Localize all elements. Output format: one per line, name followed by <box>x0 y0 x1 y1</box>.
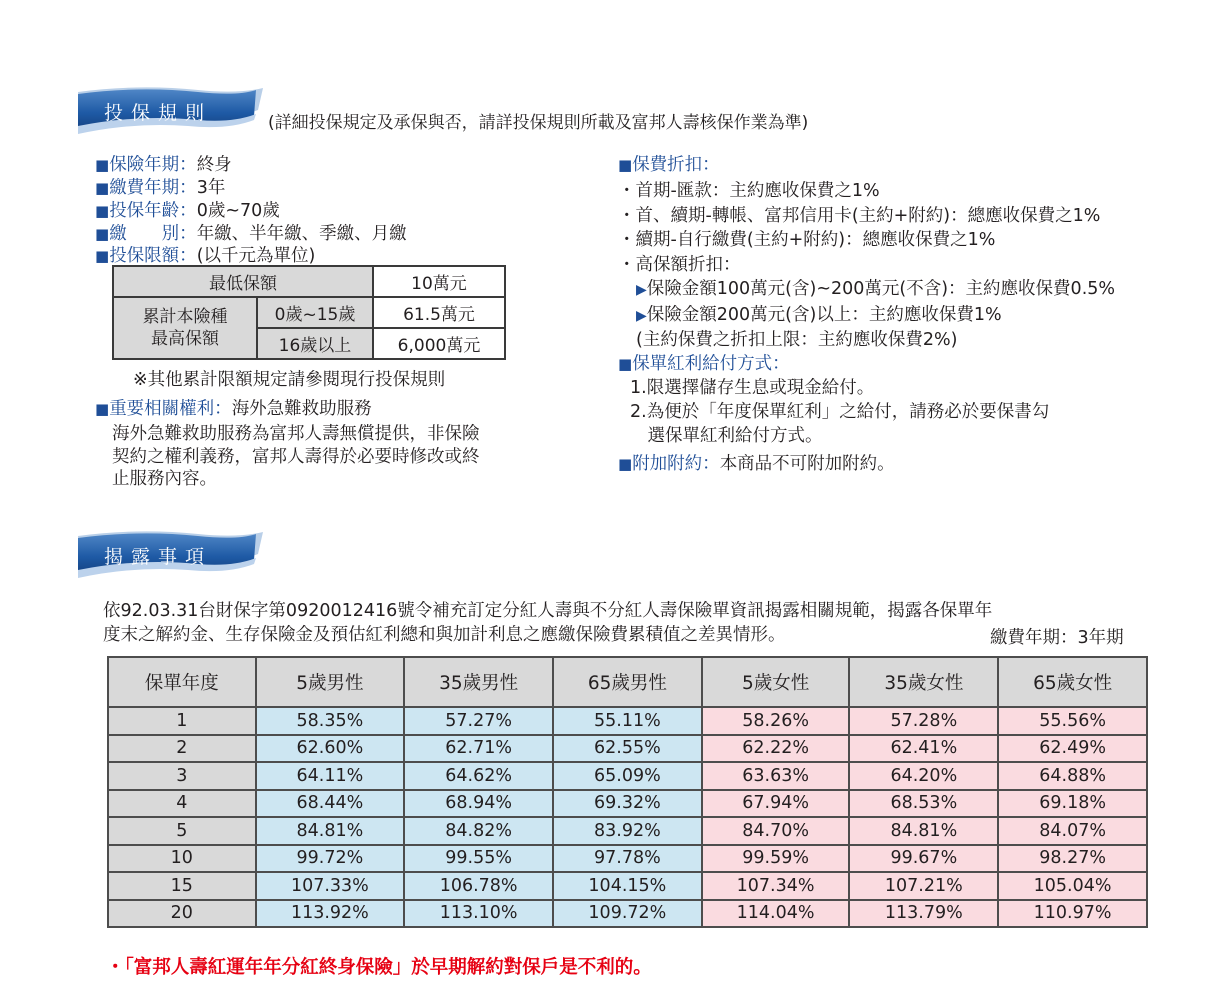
header-male-35: 35歲男性 <box>404 657 553 707</box>
square-bullet-icon: ■ <box>95 179 110 197</box>
table-row: 3 64.11% 64.62% 65.09% 63.63% 64.20% 64.88% <box>108 762 1147 790</box>
discount-lines: ・首期-匯款：主約應收保費之1% ・首、續期-轉帳、富邦信用卡(主約+附約)：總應收保費之1% ・續期-自行繳費(主約+附約)：總應收保費之1% ・高保額折扣： <box>618 181 1101 275</box>
rule-item-mode: ■繳 別：年繳、半年繳、季繳、月繳 <box>95 224 407 244</box>
triangle-bullet-icon: ▶ <box>636 307 647 324</box>
rule-item-age: ■投保年齡：0歲~70歲 <box>95 201 280 221</box>
disclosure-banner-title: 揭露事項 <box>104 546 213 568</box>
disclosure-banner <box>78 530 263 578</box>
header-male-5: 5歲男性 <box>256 657 405 707</box>
table-row: 15 107.33% 106.78% 104.15% 107.34% 107.21% 105.04% <box>108 872 1147 900</box>
age-band-b: 16歲以上 <box>257 328 373 359</box>
table-row: 5 84.81% 84.82% 83.92% 84.70% 84.81% 84.07% <box>108 817 1147 845</box>
table-header-row <box>108 657 1147 707</box>
disclosure-intro: 依92.03.31台財保字第0920012416號令補充訂定分紅人壽與不分紅人壽保險單資訊揭露相關規範，揭露各保單年 度末之解約金、生存保險金及預估紅利總和與加計利息之應繳保險費累積值之差異情形。 <box>103 601 993 645</box>
disclosure-table <box>107 656 1148 928</box>
rights-heading: ■重要相關權利：海外急難救助服務 <box>95 399 372 419</box>
min-amount-label: 最低保額 <box>113 266 373 297</box>
age-band-b-value: 6,000萬元 <box>373 328 505 359</box>
rules-banner-title: 投保規則 <box>104 102 213 124</box>
header-female-5: 5歲女性 <box>702 657 850 707</box>
discount-heading: ■保費折扣： <box>618 155 720 175</box>
square-bullet-icon: ■ <box>95 247 110 265</box>
cumulative-max-label: 累計本險種 最高保額 <box>113 297 257 359</box>
dividend-lines: 1.限選擇儲存生息或現金給付。 2.為便於「年度保單紅利」之給付，請務必於要保書勾 選保單紅利給付方式。 <box>630 378 1050 446</box>
square-bullet-icon: ■ <box>95 225 110 243</box>
rights-description: 海外急難救助服務為富邦人壽無償提供，非保險 契約之權利義務，富邦人壽得於必要時修改或終 止服務內容。 <box>112 424 480 489</box>
rule-item-payment-term: ■繳費年期：3年 <box>95 178 226 198</box>
square-bullet-icon: ■ <box>95 400 110 418</box>
header-female-35: 35歲女性 <box>849 657 998 707</box>
age-band-a: 0歲~15歲 <box>257 297 373 328</box>
table-row: 2 62.60% 62.71% 62.55% 62.22% 62.41% 62.49% <box>108 735 1147 763</box>
age-band-a-value: 61.5萬元 <box>373 297 505 328</box>
dividend-heading: ■保單紅利給付方式： <box>618 354 790 374</box>
rule-item-limit: ■投保限額：(以千元為單位) <box>95 246 316 266</box>
square-bullet-icon: ■ <box>618 455 633 473</box>
header-policy-year: 保單年度 <box>108 657 256 707</box>
payment-term-label: 繳費年期：3年期 <box>990 628 1124 648</box>
triangle-bullet-icon: ▶ <box>636 282 647 298</box>
rules-banner <box>78 86 263 134</box>
limit-footnote: ※其他累計限額規定請參閱現行投保規則 <box>133 370 446 390</box>
square-bullet-icon: ■ <box>95 156 110 174</box>
header-female-65: 65歲女性 <box>998 657 1147 707</box>
square-bullet-icon: ■ <box>95 202 110 220</box>
rules-note: (詳細投保規定及承保與否，請詳投保規則所載及富邦人壽核保作業為準) <box>268 113 809 133</box>
limit-table <box>112 265 506 360</box>
rule-item-term: ■保險年期：終身 <box>95 155 232 175</box>
table-row: 1 58.35% 57.27% 55.11% 58.26% 57.28% 55.56% <box>108 707 1147 735</box>
early-surrender-warning: ・「富邦人壽紅運年年分紅終身保險」於早期解約對保戶是不利的。 <box>106 957 652 978</box>
table-row: 20 113.92% 113.10% 109.72% 114.04% 113.79% 110.97% <box>108 900 1147 928</box>
table-row: 4 68.44% 68.94% 69.32% 67.94% 68.53% 69.18% <box>108 790 1147 818</box>
discount-cap: (主約保費之折扣上限：主約應收保費2%) <box>636 330 958 350</box>
square-bullet-icon: ■ <box>618 156 633 174</box>
header-male-65: 65歲男性 <box>553 657 702 707</box>
square-bullet-icon: ■ <box>618 355 633 373</box>
min-amount-value: 10萬元 <box>373 266 505 297</box>
discount-tier-1: ▶保險金額100萬元(含)~200萬元(不含)：主約應收保費0.5% <box>636 279 1116 299</box>
rider-heading: ■附加附約：本商品不可附加附約。 <box>618 454 895 474</box>
high-amount-discounts <box>636 277 1115 353</box>
discount-tier-2: ▶保險金額200萬元(含)以上：主約應收保費1% <box>636 304 1002 325</box>
table-row: 10 99.72% 99.55% 97.78% 99.59% 99.67% 98.27% <box>108 845 1147 873</box>
